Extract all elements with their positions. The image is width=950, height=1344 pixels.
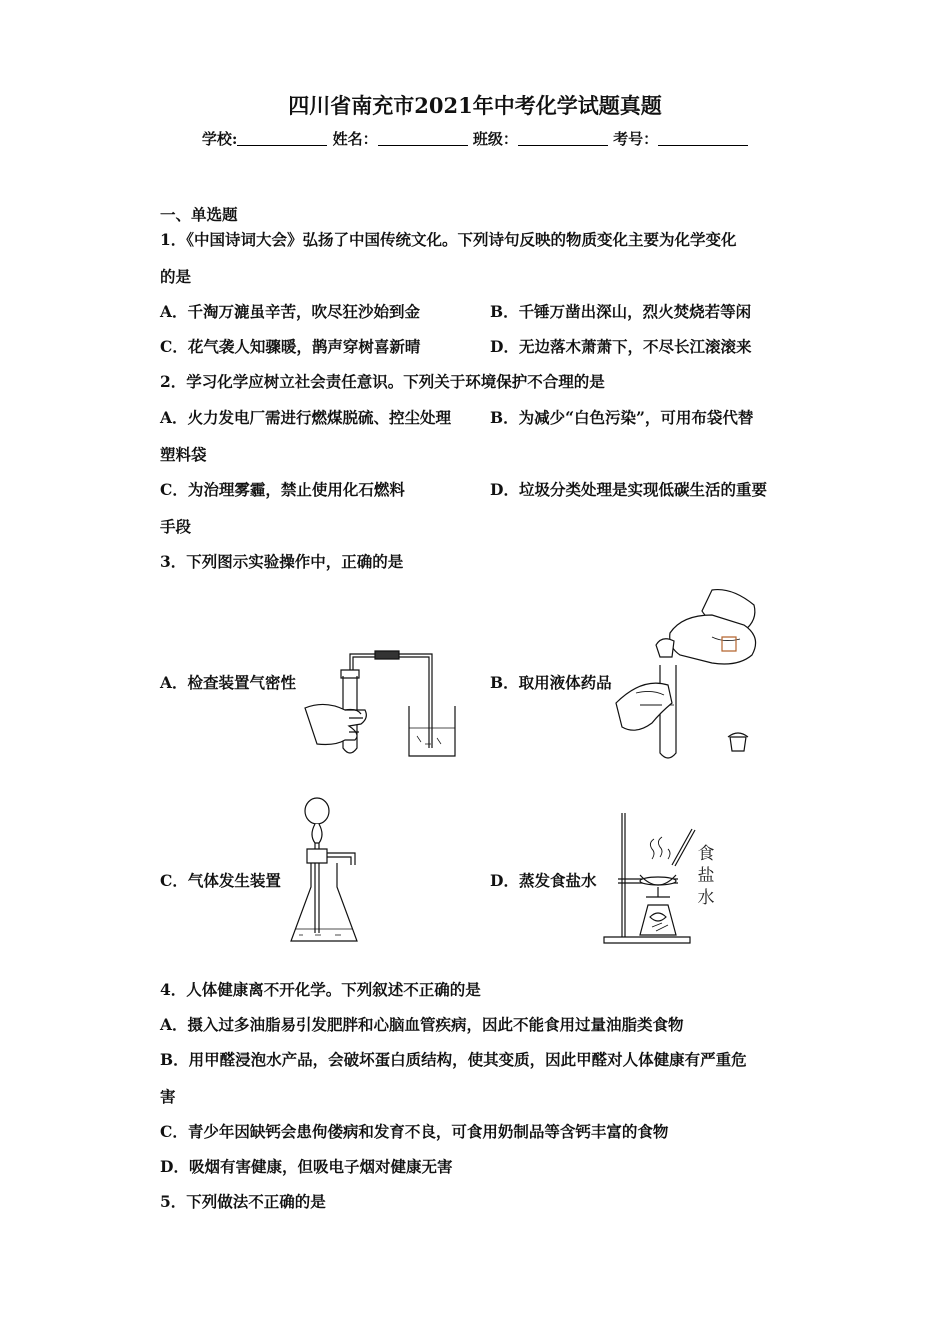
q4-option-c: C．青少年因缺钙会患佝偻病和发育不良，可食用奶制品等含钙丰富的食物 [160, 1122, 669, 1141]
figure-liquid-reagent [612, 585, 762, 765]
q2-stem: 2．学习化学应树立社会责任意识。下列关于环境保护不合理的是 [160, 372, 605, 391]
figure-d-label-1: 食 [697, 844, 715, 864]
q1-option-d: D．无边落木萧萧下，不尽长江滚滚来 [490, 337, 752, 356]
q4-option-b-cont: 害 [160, 1087, 176, 1106]
class-label: 班级： [472, 130, 518, 148]
figure-gas-generator [285, 795, 365, 950]
school-blank [237, 130, 327, 146]
q4-option-b: B．用甲醛浸泡水产品，会破坏蛋白质结构，使其变质，因此甲醛对人体健康有严重危 [160, 1050, 747, 1069]
name-blank [378, 130, 468, 146]
q4-option-a: A．摄入过多油脂易引发肥胖和心脑血管疾病，因此不能食用过量油脂类食物 [160, 1015, 684, 1034]
figure-d-label-2: 盐 [697, 866, 715, 886]
q2-option-d: D．垃圾分类处理是实现低碳生活的重要 [490, 480, 767, 499]
exam-no-label: 考号： [613, 130, 659, 148]
q1-option-c: C．花气袭人知骤暖，鹊声穿树喜新晴 [160, 337, 421, 356]
figure-airtightness-check [305, 648, 460, 760]
q2-option-b: B．为减少“白色污染”，可用布袋代替 [490, 408, 754, 427]
q1-option-b: B．千锤万凿出深山，烈火焚烧若等闲 [490, 302, 752, 321]
q1-stem: 1．《中国诗词大会》弘扬了中国传统文化。下列诗句反映的物质变化主要为化学变化 [160, 230, 737, 249]
q1-stem-cont: 的是 [160, 267, 192, 286]
q3-stem: 3．下列图示实验操作中，正确的是 [160, 552, 404, 571]
figure-evaporation [600, 805, 725, 950]
school-label: 学校: [201, 130, 238, 148]
q3-option-a: A．检查装置气密性 [160, 673, 297, 692]
q2-option-a: A．火力发电厂需进行燃煤脱硫、控尘处理 [160, 408, 452, 427]
q4-option-d: D．吸烟有害健康，但吸电子烟对健康无害 [160, 1157, 453, 1176]
figure-d-label-3: 水 [697, 888, 715, 908]
student-info-line [0, 128, 950, 149]
page-title: 四川省南充市2021年中考化学试题真题 [288, 93, 662, 118]
q3-option-d: D．蒸发食盐水 [490, 871, 597, 890]
q4-stem: 4．人体健康离不开化学。下列叙述不正确的是 [160, 980, 481, 999]
q3-option-b: B．取用液体药品 [490, 673, 612, 692]
name-label: 姓名： [332, 130, 378, 148]
exam-no-blank [658, 130, 748, 146]
q1-option-a: A．千淘万漉虽辛苦，吹尽狂沙始到金 [160, 302, 421, 321]
section-heading: 一、单选题 [160, 205, 238, 224]
q2-option-b-cont: 塑料袋 [160, 445, 207, 464]
q5-stem: 5．下列做法不正确的是 [160, 1192, 326, 1211]
class-blank [518, 130, 608, 146]
q3-option-c: C．气体发生装置 [160, 871, 281, 890]
q2-option-d-cont: 手段 [160, 517, 192, 536]
q2-option-c: C．为治理雾霾，禁止使用化石燃料 [160, 480, 405, 499]
